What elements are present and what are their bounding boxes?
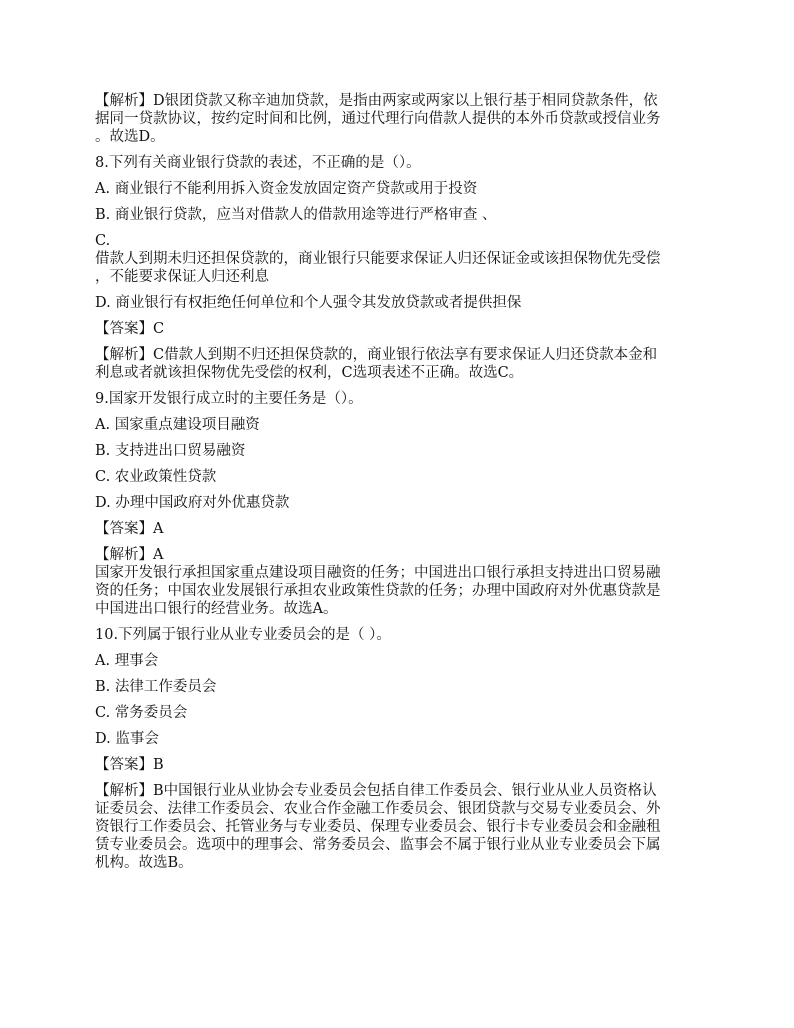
answer-text: 【答案】C: [95, 321, 165, 337]
explanation-line: 【解析】D银团贷款又称辛迪加贷款，是指由两家或两家以上银行基于相同贷款条件，依: [95, 93, 658, 109]
explanation-line: 资银行工作委员会、托管业务与专业委员、保理专业委员会、银行卡专业委员会和金融租: [95, 819, 661, 835]
question-text: 10.下列属于银行业从业专业委员会的是（ ）。: [95, 627, 391, 643]
option-text: A. 国家重点建设项目融资: [95, 417, 260, 433]
option-text: 借款人到期未归还担保贷款的，商业银行只能要求保证人归还保证金或该担保物优先受偿: [95, 251, 661, 267]
question-8-explanation: [95, 346, 705, 382]
question-8-option-c: [95, 232, 705, 286]
option-text: D. 监事会: [95, 731, 159, 747]
question-9-stem: [95, 390, 705, 408]
option-text: A. 商业银行不能利用拆入资金发放固定资产贷款或用于投资: [95, 181, 478, 197]
question-9-explanation: [95, 546, 705, 618]
question-9-answer: [95, 520, 705, 538]
explanation-line: 【解析】C借款人到期不归还担保贷款的，商业银行依法享有要求保证人归还贷款本金和: [95, 347, 658, 363]
question-text: 8.下列有关商业银行贷款的表述，不正确的是（）。: [95, 155, 421, 171]
question-8-answer: [95, 320, 705, 338]
option-text: B. 商业银行贷款，应当对借款人的借款用途等进行严格审查 、: [95, 207, 497, 223]
option-text: ，不能要求保证人归还利息: [95, 269, 269, 285]
question-9-option-c: [95, 468, 705, 486]
question-10-option-b: [95, 678, 705, 696]
explanation-line: 【解析】B中国银行业从业协会专业委员会包括自律工作委员会、银行业从业人员资格认: [95, 783, 657, 799]
explanation-line: 资的任务；中国农业发展银行承担农业政策性贷款的任务；办理中国政府对外优惠贷款是: [95, 583, 661, 599]
question-10-option-d: [95, 730, 705, 748]
question-10-answer: [95, 756, 705, 774]
question-8-option-a: [95, 180, 705, 198]
option-text: C.: [95, 233, 111, 249]
option-text: D. 商业银行有权拒绝任何单位和个人强令其发放贷款或者提供担保: [95, 295, 522, 311]
explanation-line: 国家开发银行承担国家重点建设项目融资的任务；中国进出口银行承担支持进出口贸易融: [95, 565, 661, 581]
option-text: D. 办理中国政府对外优惠贷款: [95, 495, 290, 511]
answer-text: 【答案】B: [95, 757, 164, 773]
explanation-line: 证委员会、法律工作委员会、农业合作金融工作委员会、银团贷款与交易专业委员会、外: [95, 801, 661, 817]
option-text: B. 法律工作委员会: [95, 679, 217, 695]
question-10-stem: [95, 626, 705, 644]
explanation-block: [95, 92, 705, 146]
question-9-option-d: [95, 494, 705, 512]
question-8-stem: [95, 154, 705, 172]
explanation-line: 中国进出口银行的经营业务。故选A。: [95, 601, 338, 617]
question-10-option-c: [95, 704, 705, 722]
question-9-option-a: [95, 416, 705, 434]
question-8-option-d: [95, 294, 705, 312]
question-9-option-b: [95, 442, 705, 460]
explanation-line: 机构。故选B。: [95, 855, 193, 871]
explanation-line: 赁专业委员会。选项中的理事会、常务委员会、监事会不属于银行业从业专业委员会下属: [95, 837, 661, 853]
question-10-option-a: [95, 652, 705, 670]
option-text: B. 支持进出口贸易融资: [95, 443, 246, 459]
explanation-line: 据同一贷款协议，按约定时间和比例，通过代理行向借款人提供的本外币贷款或授信业务: [95, 111, 661, 127]
explanation-line: 【解析】A: [95, 547, 164, 563]
question-10-explanation: [95, 782, 705, 872]
option-text: C. 农业政策性贷款: [95, 469, 217, 485]
answer-text: 【答案】A: [95, 521, 164, 537]
explanation-line: 利息或者就该担保物优先受偿的权利，C选项表述不正确。故选C。: [95, 365, 524, 381]
option-text: A. 理事会: [95, 653, 159, 669]
option-text: C. 常务委员会: [95, 705, 188, 721]
document-page: [95, 92, 705, 880]
explanation-line: 。故选D。: [95, 129, 165, 145]
question-text: 9.国家开发银行成立时的主要任务是（）。: [95, 391, 363, 407]
question-8-option-b: [95, 206, 705, 224]
